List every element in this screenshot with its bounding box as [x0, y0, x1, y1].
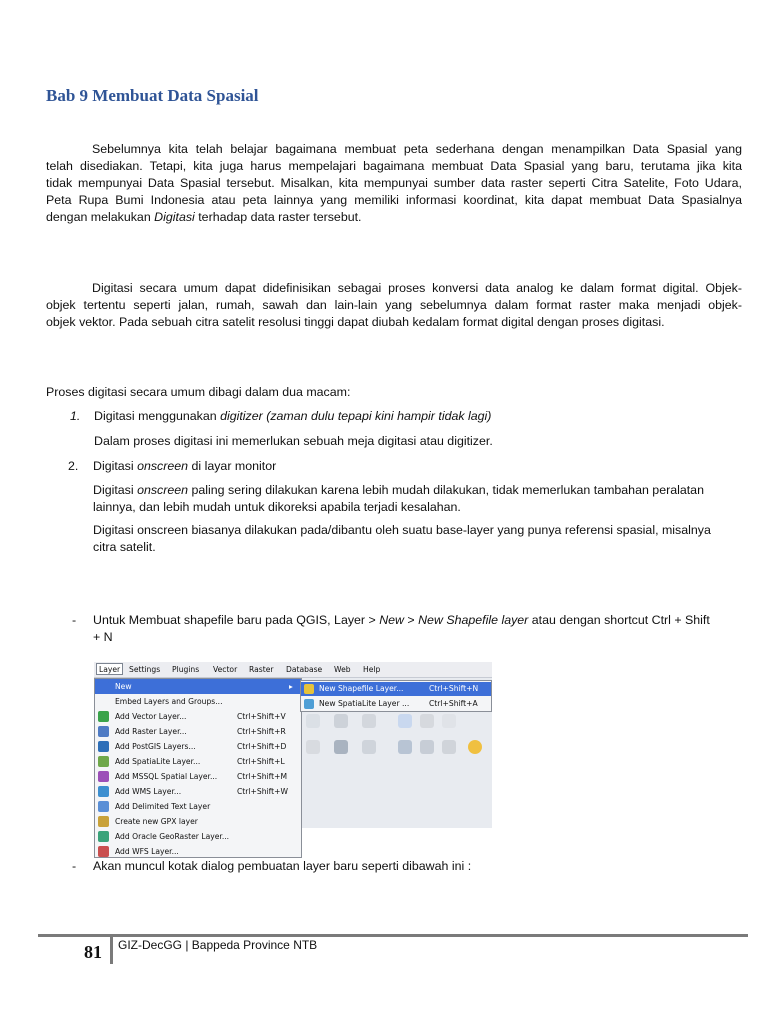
- paragraph-line: tidak mempunyai Data Spasial tersebut. Misalkan, kita mempunyai sumber data raster seperti Citra Satelite, Foto Udara,: [46, 176, 742, 190]
- add-spatialite-layer-icon: [98, 756, 109, 767]
- menu-layer[interactable]: Layer: [96, 663, 123, 675]
- list-item-2: Digitasi onscreen di layar monitor: [93, 459, 277, 473]
- paragraph-line: Sebelumnya kita telah belajar bagaimana membuat peta sederhana dengan menampilkan Data Spasial yang: [92, 142, 742, 156]
- spatialite-icon: [304, 699, 314, 709]
- footer-divider: [110, 937, 113, 964]
- bullet-dialog-note: Akan muncul kotak dialog pembuatan layer baru seperti dibawah ini :: [93, 859, 472, 873]
- menu-item-embed-layers[interactable]: Embed Layers and Groups...: [95, 694, 301, 709]
- new-submenu: [300, 680, 492, 712]
- qgis-menu-screenshot: [94, 662, 492, 858]
- paragraph-line: objek tertentu seperti jalan, rumah, sawah dan lain-lain yang sebelumnya dalam format raster maka menjadi objek-: [46, 298, 742, 312]
- create-gpx-layer-icon: [98, 816, 109, 827]
- new-icon: [98, 681, 109, 692]
- bullet-dash: -: [72, 859, 77, 873]
- shapefile-icon: [304, 684, 314, 694]
- add-wfs-layer-icon: [98, 846, 109, 857]
- list-item-2-detail-1: Digitasi onscreen paling sering dilakukan karena lebih mudah dilakukan, tidak memerlukan tambahan peralatan lainnya, dan lebih mudah untuk dikoreksi apabila terjadi kesalahan.: [93, 483, 704, 514]
- toolbar-icon: [442, 714, 456, 728]
- toolbar-icon: [334, 714, 348, 728]
- layer-dropdown: [94, 678, 302, 858]
- bullet-new-shapefile: Untuk Membuat shapefile baru pada QGIS, Layer > New > New Shapefile layer atau dengan shortcut Ctrl + Shift + N: [93, 613, 710, 644]
- cursor-icon: [362, 740, 376, 754]
- toolbar-icon: [398, 714, 412, 728]
- menu-item-add-oracle-georaster-layer[interactable]: Add Oracle GeoRaster Layer...: [95, 829, 301, 844]
- toolbar-icon: [420, 740, 434, 754]
- list-marker: 1.: [70, 409, 81, 423]
- list-item-2-detail-2: Digitasi onscreen biasanya dilakukan pada/dibantu oleh suatu base-layer yang punya referensi spasial, misalnya citra satelit.: [93, 523, 711, 554]
- menu-item-add-mssql-layer[interactable]: Add MSSQL Spatial Layer... Ctrl+Shift+M: [95, 769, 301, 784]
- add-postgis-layers-icon: [98, 741, 109, 752]
- chevron-right-icon: ▸: [289, 682, 293, 691]
- add-mssql-layer-icon: [98, 771, 109, 782]
- toolbar-icon: [398, 740, 412, 754]
- bullet-dash: -: [72, 613, 77, 627]
- add-vector-layer-icon: [98, 711, 109, 722]
- chapter-title: Bab 9 Membuat Data Spasial: [46, 86, 259, 105]
- paragraph-intro: [46, 141, 742, 226]
- footer-rule: [38, 934, 748, 937]
- paragraph-line: telah disediakan. Tetapi, kita juga harus mempelajari bagaimana membuat Data Spasial yang baru, terutama jika kita: [46, 159, 742, 173]
- toolbar-icon: [306, 740, 320, 754]
- menu-help[interactable]: Help: [363, 665, 381, 674]
- menu-item-add-raster-layer[interactable]: Add Raster Layer... Ctrl+Shift+R: [95, 724, 301, 739]
- menu-raster[interactable]: Raster: [249, 665, 274, 674]
- submenu-item-new-shapefile[interactable]: New Shapefile Layer... Ctrl+Shift+N: [301, 682, 491, 696]
- paragraph-line: Digitasi secara umum dapat didefinisikan sebagai proses konversi data analog ke dalam format digital. Objek-: [92, 281, 742, 295]
- paragraph-definition: [46, 280, 742, 331]
- page-number: 81: [84, 942, 102, 962]
- add-oracle-georaster-layer-icon: [98, 831, 109, 842]
- menu-item-add-wfs-layer[interactable]: Add WFS Layer...: [95, 844, 301, 858]
- paragraph-line: objek vektor. Pada sebuah citra satelit resolusi tinggi dapat diubah kedalam format digital dengan proses digitasi.: [46, 315, 665, 329]
- add-delimited-text-layer-icon: [98, 801, 109, 812]
- menu-web[interactable]: Web: [334, 665, 351, 674]
- list-marker: 2.: [68, 459, 79, 473]
- menu-plugins[interactable]: Plugins: [172, 665, 200, 674]
- menu-database[interactable]: Database: [286, 665, 323, 674]
- menu-item-add-vector-layer[interactable]: Add Vector Layer... Ctrl+Shift+V: [95, 709, 301, 724]
- paragraph-line: dengan melakukan Digitasi terhadap data raster tersebut.: [46, 210, 362, 224]
- add-raster-layer-icon: [98, 726, 109, 737]
- embed-layers-icon: [98, 696, 109, 707]
- menu-settings[interactable]: Settings: [129, 665, 161, 674]
- toolbar-icon: [420, 714, 434, 728]
- gear-icon: [334, 740, 348, 754]
- list-item-1: Digitasi menggunakan digitizer (zaman dulu tepapi kini hampir tidak lagi): [94, 409, 492, 423]
- intro-text: Proses digitasi secara umum dibagi dalam dua macam:: [46, 385, 351, 399]
- menu-item-add-delimited-text-layer[interactable]: Add Delimited Text Layer: [95, 799, 301, 814]
- list-item-1-detail: Dalam proses digitasi ini memerlukan sebuah meja digitasi atau digitizer.: [94, 434, 493, 448]
- menu-item-create-gpx-layer[interactable]: Create new GPX layer: [95, 814, 301, 829]
- menu-item-add-postgis-layers[interactable]: Add PostGIS Layers... Ctrl+Shift+D: [95, 739, 301, 754]
- toolbar-icon: [468, 740, 482, 754]
- add-wms-layer-icon: [98, 786, 109, 797]
- menu-item-new[interactable]: New ▸: [95, 679, 301, 694]
- menu-item-add-spatialite-layer[interactable]: Add SpatiaLite Layer... Ctrl+Shift+L: [95, 754, 301, 769]
- menu-item-add-wms-layer[interactable]: Add WMS Layer... Ctrl+Shift+W: [95, 784, 301, 799]
- toolbar-icon: [442, 740, 456, 754]
- submenu-item-new-spatialite[interactable]: New SpatiaLite Layer ... Ctrl+Shift+A: [301, 697, 491, 711]
- footer-text: GIZ-DecGG | Bappeda Province NTB: [118, 938, 318, 952]
- toolbar-icon: [362, 714, 376, 728]
- menu-bar: [94, 662, 492, 678]
- toolbar-icon: [306, 714, 320, 728]
- menu-vector[interactable]: Vector: [213, 665, 238, 674]
- paragraph-line: Peta Rupa Bumi Indonesia atau peta lainnya yang memiliki informasi koordinat, kita dapat membuat Data Spasialnya: [46, 193, 742, 207]
